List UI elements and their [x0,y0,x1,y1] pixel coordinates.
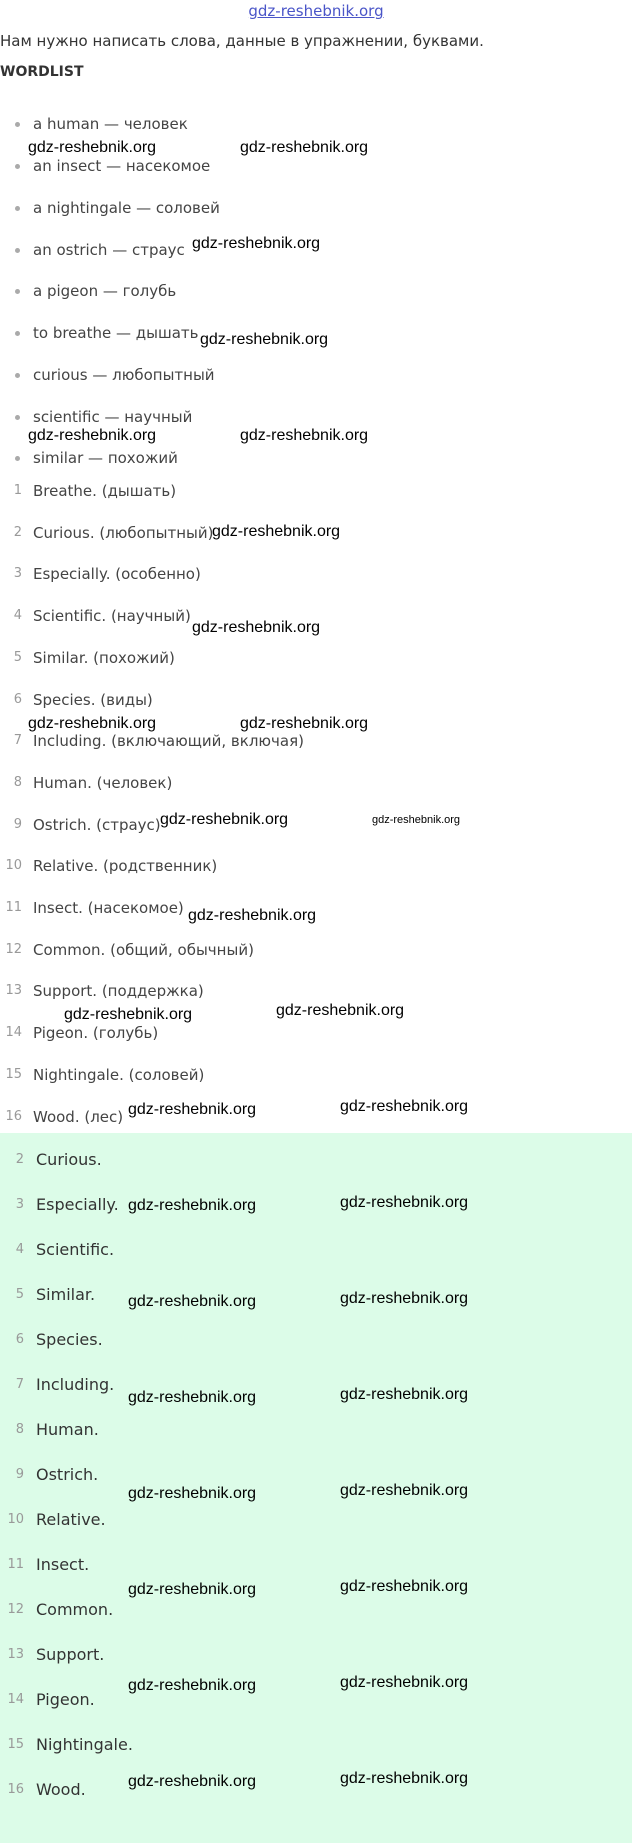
numbered-item-text: Breathe. (дышать) [33,482,177,500]
numbered-item-text: Curious. (любопытный) [33,524,214,542]
watermark-text: gdz-reshebnik.org [128,1581,257,1598]
numbered-item-text: Wood. (лес) [33,1108,124,1126]
numbered-item-text: Nightingale. (соловей) [33,1066,205,1084]
numbered-item-text: Similar. (похожий) [33,649,175,667]
answer-number: 11 [7,1557,24,1572]
wordlist-item-text: similar — похожий [33,449,178,467]
bullet-icon [15,373,20,378]
answer-text: Curious. [36,1150,102,1169]
answer-text: Common. [36,1600,114,1619]
answer-text: Species. [36,1330,103,1349]
answer-section [0,1133,632,1843]
wordlist-item-text: curious — любопытный [33,366,215,384]
answer-number: 7 [15,1377,24,1392]
watermark-text: gdz-reshebnik.org [340,1194,469,1211]
watermark-text: gdz-reshebnik.org [212,523,341,540]
watermark-text: gdz-reshebnik.org [240,715,369,732]
watermark-text: gdz-reshebnik.org [188,907,317,924]
answer-number: 2 [15,1152,24,1167]
wordlist-item-text: a nightingale — соловей [33,199,220,217]
wordlist-item-text: to breathe — дышать [33,324,199,342]
numbered-item-text: Pigeon. (голубь) [33,1024,159,1042]
bullet-icon [15,248,20,253]
item-number: 6 [13,692,22,707]
wordlist-item-text: a pigeon — голубь [33,282,177,300]
site-link[interactable]: gdz-reshebnik.org [248,2,384,20]
watermark-text: gdz-reshebnik.org [128,1773,257,1790]
numbered-item-text: Support. (поддержка) [33,982,204,1000]
item-number: 14 [5,1025,22,1040]
bullet-icon [15,206,20,211]
answer-text: Support. [36,1645,105,1664]
answer-number: 9 [15,1467,24,1482]
answer-text: Scientific. [36,1240,115,1259]
watermark-text: gdz-reshebnik.org [128,1389,257,1406]
answer-text: Relative. [36,1510,106,1529]
wordlist-item-text: a human — человек [33,115,188,133]
wordlist-item-text: an insect — насекомое [33,157,211,175]
answer-text: Insect. [36,1555,90,1574]
answer-number: 14 [7,1692,24,1707]
bullet-icon [15,331,20,336]
watermark-text: gdz-reshebnik.org [192,619,321,636]
watermark-text: gdz-reshebnik.org [128,1677,257,1694]
wordlist-item-text: an ostrich — страус [33,241,185,259]
item-number: 8 [13,775,22,790]
watermark-text: gdz-reshebnik.org [160,811,289,828]
watermark-text: gdz-reshebnik.org [340,1386,469,1403]
watermark-text: gdz-reshebnik.org [128,1293,257,1310]
item-number: 3 [13,566,22,581]
item-number: 13 [5,983,22,998]
answer-number: 15 [7,1737,24,1752]
watermark-text: gdz-reshebnik.org [340,1290,469,1307]
numbered-item-text: Insect. (насекомое) [33,899,184,917]
item-number: 11 [5,900,22,915]
wordlist-heading: WORDLIST [0,64,84,80]
numbered-item-text: Relative. (родственник) [33,857,218,875]
answer-number: 5 [15,1287,24,1302]
numbered-item-text: Common. (общий, обычный) [33,941,254,959]
item-number: 10 [5,858,22,873]
item-number: 12 [5,942,22,957]
answer-text: Similar. [36,1285,96,1304]
bullet-icon [15,289,20,294]
item-number: 16 [5,1109,22,1124]
watermark-text: gdz-reshebnik.org [340,1770,469,1787]
answer-text: Wood. [36,1780,86,1799]
bullet-icon [15,122,20,127]
watermark-text: gdz-reshebnik.org [128,1101,257,1118]
watermark-text: gdz-reshebnik.org [240,139,369,156]
answer-text: Nightingale. [36,1735,133,1754]
item-number: 7 [13,733,22,748]
watermark-text: gdz-reshebnik.org [372,814,461,826]
watermark-text: gdz-reshebnik.org [340,1578,469,1595]
answer-text: Especially. [36,1195,119,1214]
watermark-text: gdz-reshebnik.org [200,331,329,348]
watermark-text: gdz-reshebnik.org [28,139,157,156]
answer-number: 4 [15,1242,24,1257]
item-number: 1 [13,483,22,498]
item-number: 9 [13,817,22,832]
answer-number: 3 [15,1197,24,1212]
bullet-icon [15,164,20,169]
numbered-item-text: Especially. (особенно) [33,565,201,583]
numbered-item-text: Ostrich. (страус) [33,816,161,834]
item-number: 5 [13,650,22,665]
answer-text: Ostrich. [36,1465,99,1484]
item-number: 2 [13,525,22,540]
watermark-text: gdz-reshebnik.org [128,1197,257,1214]
item-number: 4 [13,608,22,623]
numbered-item-text: Human. (человек) [33,774,173,792]
numbered-item-text: Including. (включающий, включая) [33,732,304,750]
watermark-text: gdz-reshebnik.org [340,1674,469,1691]
numbered-item-text: Species. (виды) [33,691,153,709]
answer-number: 16 [7,1782,24,1797]
answer-number: 8 [15,1422,24,1437]
watermark-text: gdz-reshebnik.org [340,1098,469,1115]
item-number: 15 [5,1067,22,1082]
intro-text: Нам нужно написать слова, данные в упражнении, буквами. [0,32,484,50]
answer-number: 10 [7,1512,24,1527]
watermark-text: gdz-reshebnik.org [192,235,321,252]
watermark-text: gdz-reshebnik.org [28,715,157,732]
answer-text: Human. [36,1420,99,1439]
answer-text: Including. [36,1375,115,1394]
watermark-text: gdz-reshebnik.org [64,1006,193,1023]
watermark-text: gdz-reshebnik.org [276,1002,405,1019]
bullet-icon [15,415,20,420]
answer-number: 13 [7,1647,24,1662]
bullet-icon [15,456,20,461]
watermark-text: gdz-reshebnik.org [28,427,157,444]
answer-number: 6 [15,1332,24,1347]
numbered-item-text: Scientific. (научный) [33,607,191,625]
answer-number: 12 [7,1602,24,1617]
watermark-text: gdz-reshebnik.org [340,1482,469,1499]
watermark-text: gdz-reshebnik.org [240,427,369,444]
answer-text: Pigeon. [36,1690,95,1709]
watermark-text: gdz-reshebnik.org [128,1485,257,1502]
wordlist-item-text: scientific — научный [33,408,193,426]
